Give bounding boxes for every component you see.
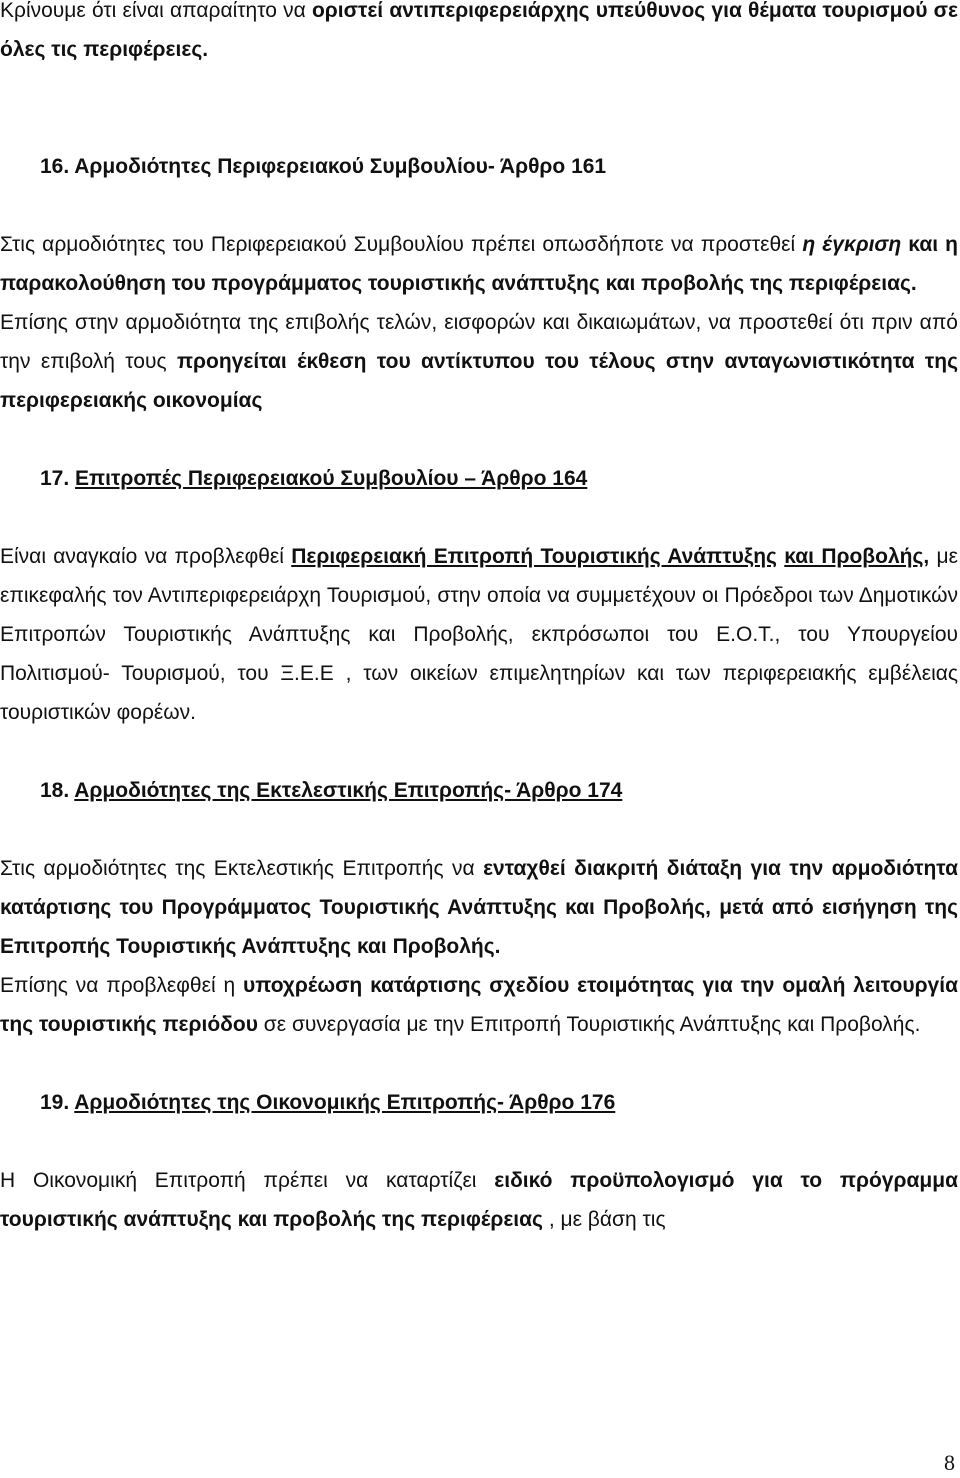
bold-italic-text: η έγκριση xyxy=(802,233,902,256)
section-title: Αρμοδιότητες της Εκτελεστικής Επιτροπής- Άρθρο 174 xyxy=(74,779,623,802)
section-16-paragraph-1 xyxy=(0,225,958,303)
section-number: 16. xyxy=(40,155,70,178)
body-text: Είναι αναγκαίο να προβλεφθεί xyxy=(0,545,292,568)
body-text: Επίσης να προβλεφθεί η xyxy=(0,974,243,997)
section-18-paragraph-1 xyxy=(0,849,958,966)
bold-underlined-text: Περιφερειακή Επιτροπή Τουριστικής Ανάπτυξης xyxy=(291,545,777,568)
intro-text: Κρίνουμε ότι είναι απαραίτητο να xyxy=(0,0,312,22)
bold-text: ενταχθεί διακριτή διάταξη για την αρμοδιότητα κατάρτισης του Προγράμματος Τουριστικής Ανάπτυξης και Προβολής, μετά από εισήγηση της Επιτροπής Τουριστικής Ανάπτυξης και Προβολής. xyxy=(0,857,958,958)
body-text: σε συνεργασία με την Επιτροπή Τουριστικής Ανάπτυξης και Προβολής. xyxy=(257,1013,921,1036)
bold-underlined-text: και Προβολής, xyxy=(784,545,930,568)
body-text: Η Οικονομική Επιτροπή πρέπει να καταρτίζει xyxy=(0,1169,495,1192)
section-16-paragraph-2 xyxy=(0,303,958,420)
section-19-heading xyxy=(0,1083,958,1122)
body-text: Στις αρμοδιότητες της Εκτελεστικής Επιτροπής να xyxy=(0,857,484,880)
body-text: Στις αρμοδιότητες του Περιφερειακού Συμβουλίου πρέπει οπωσδήποτε να προστεθεί xyxy=(0,233,803,256)
section-title: Αρμοδιότητες Περιφερειακού Συμβουλίου- Άρθρο 161 xyxy=(74,155,607,178)
section-16-heading xyxy=(0,147,958,186)
intro-paragraph xyxy=(0,0,958,69)
section-title: Επιτροπές Περιφερειακού Συμβουλίου – Άρθρο 164 xyxy=(75,467,588,490)
page-number: 8 xyxy=(944,1450,955,1475)
section-number: 17. xyxy=(40,467,70,490)
bold-text: ειδικό προϋπολογισμό για το πρόγραμμα τουριστικής ανάπτυξης και προβολής της περιφέρειας xyxy=(0,1169,958,1231)
section-number: 19. xyxy=(40,1091,70,1114)
section-title: Αρμοδιότητες της Οικονομικής Επιτροπής- Άρθρο 176 xyxy=(74,1091,616,1114)
body-text: Επίσης στην αρμοδιότητα της επιβολής τελών, εισφορών και δικαιωμάτων, να προστεθεί ότι πριν από την επιβολή τους xyxy=(0,311,958,373)
bold-text: υποχρέωση κατάρτισης σχεδίου ετοιμότητας για την ομαλή λειτουργία της τουριστικής περιόδου xyxy=(0,974,958,1036)
bold-text: προηγείται έκθεση του αντίκτυπου του τέλους στην ανταγωνιστικότητα της περιφερειακής οικονομίας xyxy=(0,350,958,412)
section-number: 18. xyxy=(40,779,70,802)
intro-bold-text: οριστεί αντιπεριφερειάρχης υπεύθυνος για θέματα τουρισμού σε όλες τις περιφέρειες. xyxy=(0,0,959,61)
body-text: , με βάση τις xyxy=(542,1208,666,1231)
section-19-paragraph-1 xyxy=(0,1161,958,1239)
body-text: με επικεφαλής τον Αντιπεριφερειάρχη Τουρισμού, στην οποία να συμμετέχουν οι Πρόεδροι των Δημοτικών Επιτροπών Τουριστικής Ανάπτυξης και Προβολής, εκπρόσωποι του Ε.Ο.Τ., του Υπουργείου Πολιτισμού- Τουρισμού, του Ξ.Ε.Ε , των οικείων επιμελητηρίων και των περιφερειακής εμβέλειας τουριστικών φορέων. xyxy=(0,545,958,724)
section-18-paragraph-2 xyxy=(0,966,958,1044)
section-17-heading xyxy=(0,459,958,498)
bold-text: και η παρακολούθηση του προγράμματος τουριστικής ανάπτυξης και προβολής της περιφέρειας. xyxy=(0,233,959,295)
section-18-heading xyxy=(0,771,958,810)
section-17-paragraph-1 xyxy=(0,537,958,732)
